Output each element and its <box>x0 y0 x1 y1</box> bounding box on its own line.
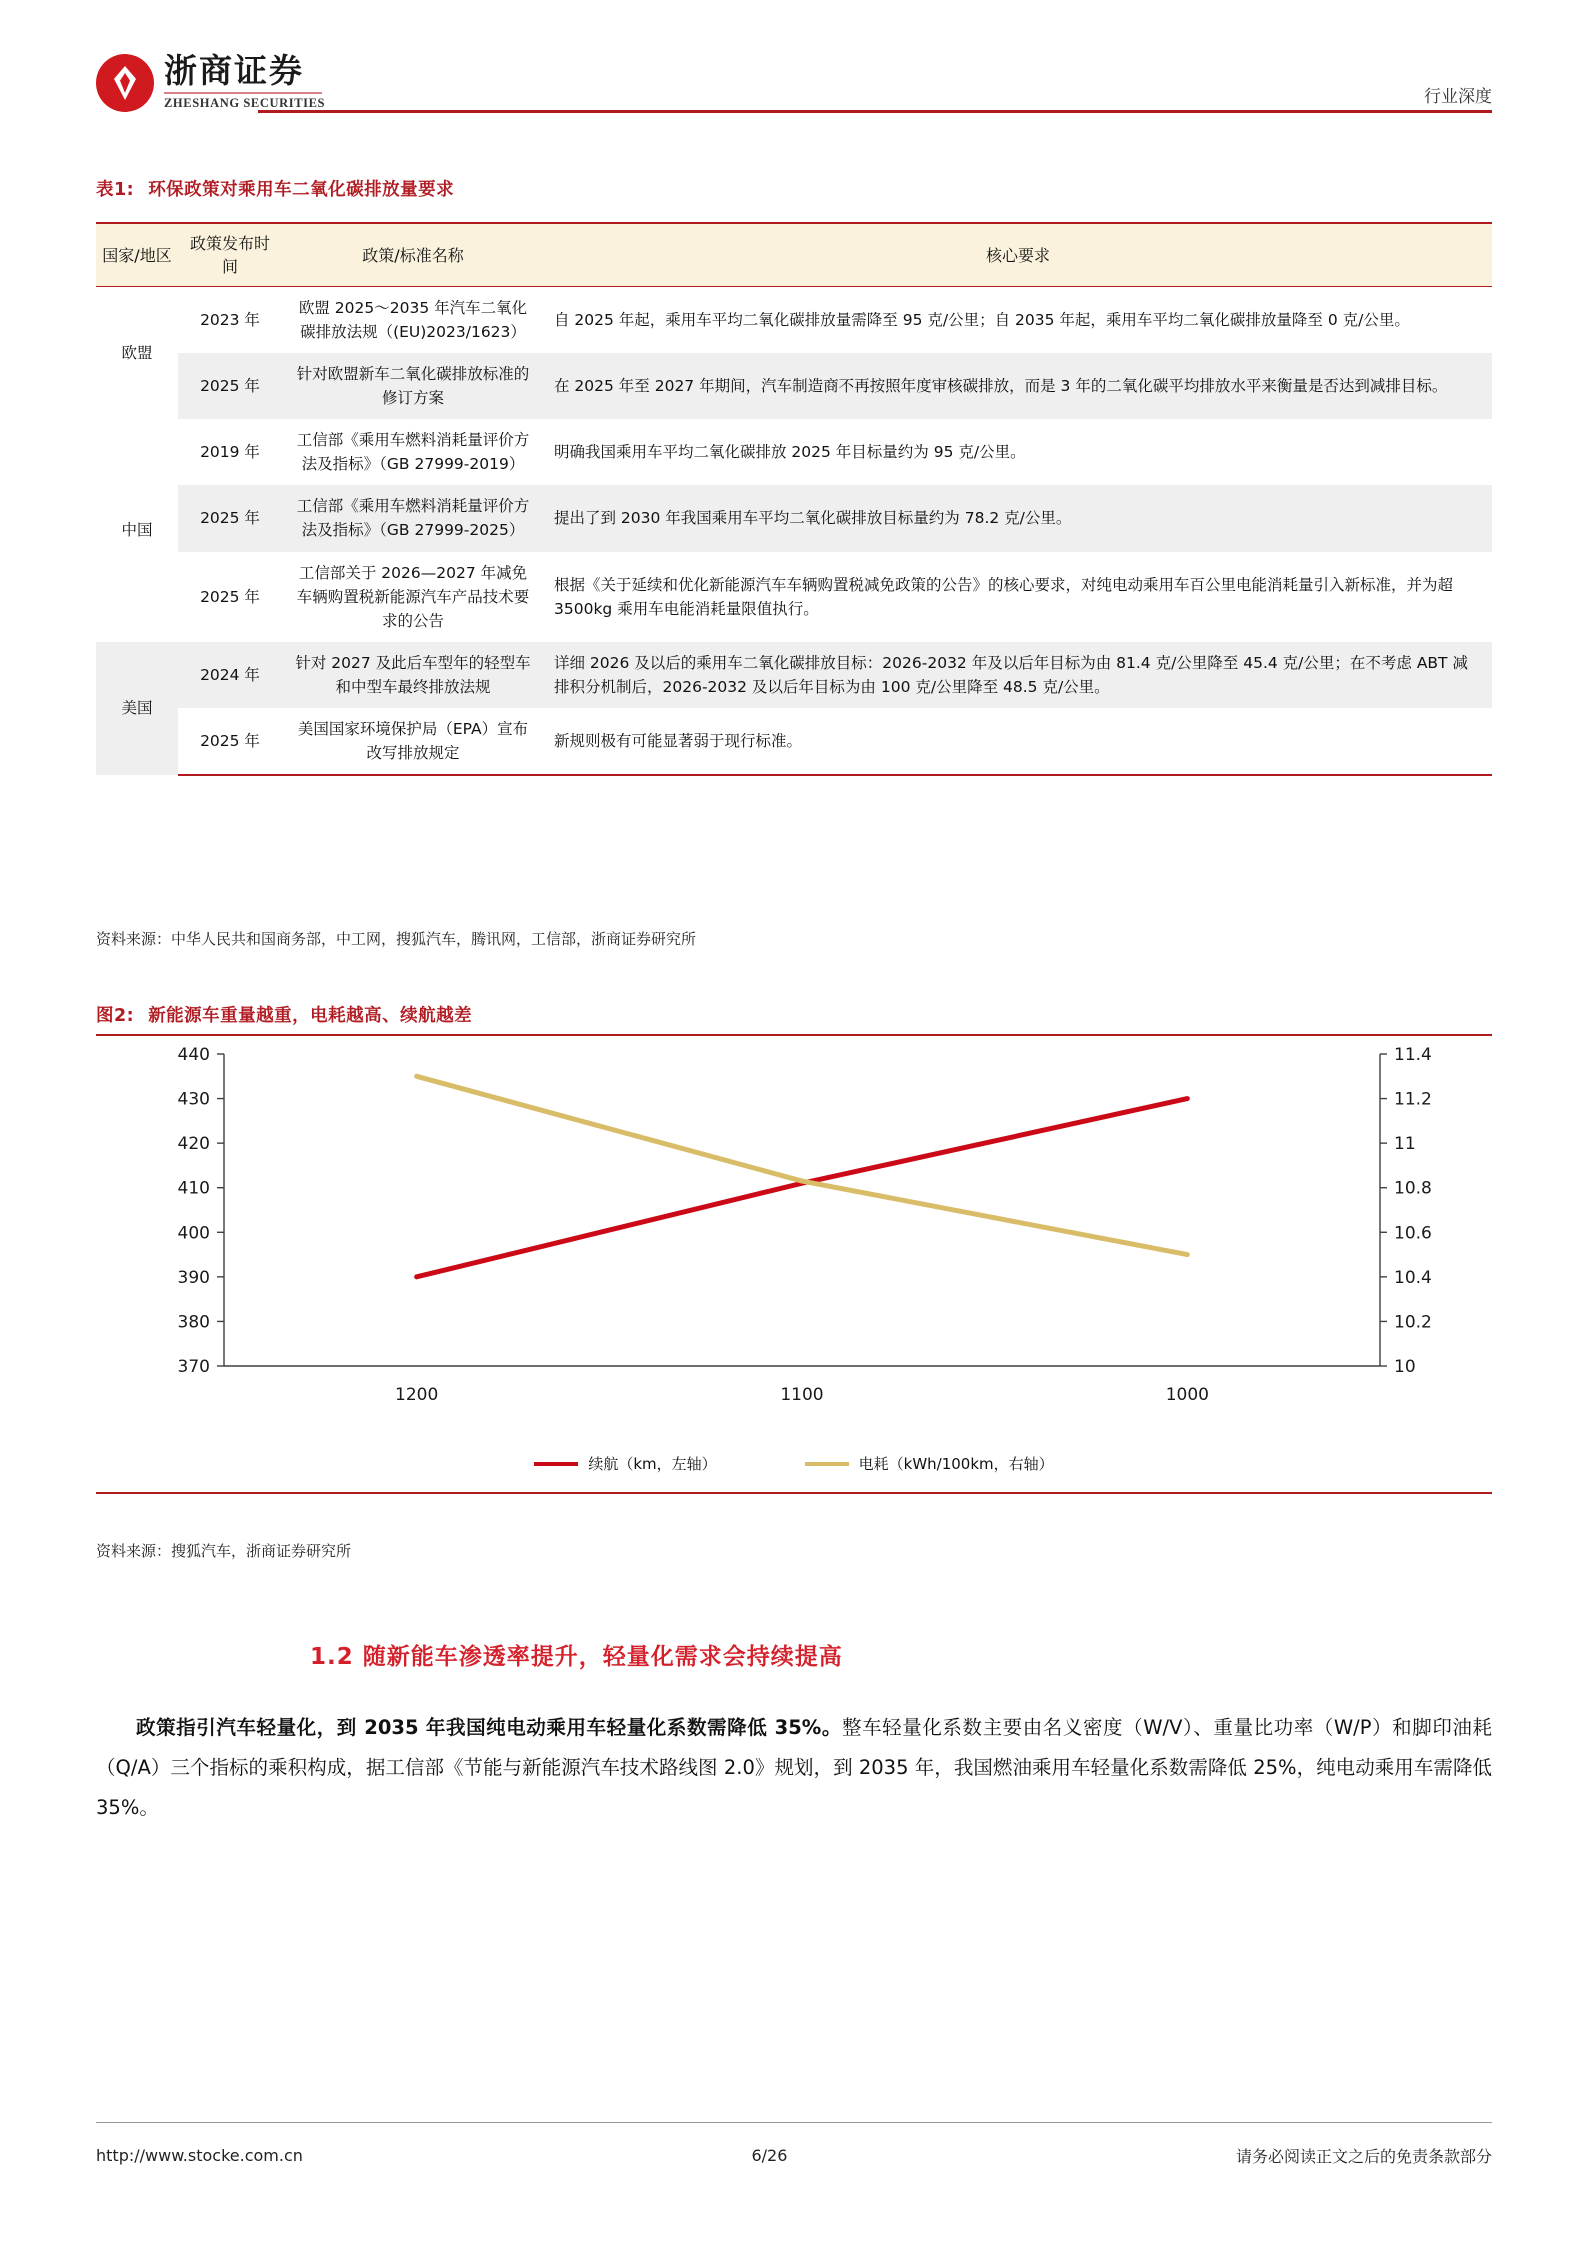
cell-year: 2019 年 <box>200 443 260 462</box>
svg-text:11.2: 11.2 <box>1394 1089 1432 1110</box>
chart-container <box>96 1034 1492 1494</box>
svg-text:11: 11 <box>1394 1134 1416 1155</box>
cell-country: 欧盟 <box>121 344 153 363</box>
table-row <box>96 353 1492 419</box>
table-caption-number: 表1: <box>96 180 135 200</box>
svg-text:11.4: 11.4 <box>1394 1045 1432 1065</box>
legend-item-range <box>534 1453 716 1474</box>
logo-chinese-name: 浙商证券 <box>164 51 304 90</box>
policy-table-head <box>96 223 1492 287</box>
svg-text:1100: 1100 <box>780 1385 824 1405</box>
svg-text:10: 10 <box>1394 1357 1416 1377</box>
svg-text:440: 440 <box>177 1045 210 1065</box>
footer-disclaimer: 请务必阅读正文之后的免责条款部分 <box>1235 2147 1492 2166</box>
legend-label-range: 续航（km，左轴） <box>588 1455 717 1473</box>
legend-item-consumption <box>805 1453 1054 1474</box>
svg-text:420: 420 <box>177 1134 210 1155</box>
table-header-row <box>96 223 1492 287</box>
cell-year: 2025 年 <box>178 708 282 775</box>
cell-requirement: 根据《关于延续和优化新能源汽车车辆购置税减免政策的公告》的核心要求，对纯电动乘用车百公里电能消耗量引入新标准，并为超 3500kg 乘用车电能消耗量限值执行。 <box>554 575 1454 618</box>
legend-swatch-consumption <box>805 1462 849 1466</box>
svg-text:10.8: 10.8 <box>1394 1178 1432 1199</box>
cell-policy: 欧盟 2025～2035 年汽车二氧化碳排放法规（(EU)2023/1623） <box>298 299 528 342</box>
logo-text-block <box>164 52 325 111</box>
cell-policy: 美国国家环境保护局（EPA）宣布改写排放规定 <box>282 708 544 775</box>
cell-policy: 针对欧盟新车二氧化碳排放标准的修订方案 <box>282 353 544 419</box>
svg-text:370: 370 <box>177 1357 210 1377</box>
table-row <box>96 287 1492 354</box>
cell-country: 中国 <box>121 521 153 540</box>
weight-vs-range-chart <box>96 1036 1492 1436</box>
zheshang-logo-icon <box>96 54 154 112</box>
svg-text:430: 430 <box>177 1089 210 1110</box>
cell-year: 2025 年 <box>200 587 260 606</box>
logo-divider <box>164 92 322 94</box>
figure-caption <box>96 1002 472 1027</box>
paragraph-bold-lead: 政策指引汽车轻量化，到 2035 年我国纯电动乘用车轻量化系数需降低 35%。 <box>136 1716 842 1739</box>
column-header-requirement: 核心要求 <box>544 223 1492 287</box>
cell-policy: 工信部关于 2026—2027 年减免车辆购置税新能源汽车产品技术要求的公告 <box>296 563 530 630</box>
cell-requirement: 在 2025 年至 2027 年期间，汽车制造商不再按照年度审核碳排放，而是 3 年的二氧化碳平均排放水平来衡量是否达到减排目标。 <box>544 353 1492 419</box>
column-header-policy: 政策/标准名称 <box>282 223 544 287</box>
svg-text:10.4: 10.4 <box>1394 1267 1432 1288</box>
logo-english-name: ZHESHANG SECURITIES <box>164 96 326 110</box>
table-row <box>96 552 1492 642</box>
svg-text:380: 380 <box>177 1312 210 1333</box>
cell-policy: 工信部《乘用车燃料消耗量评价方法及指标》（GB 27999-2019） <box>296 431 530 474</box>
page-footer <box>96 2144 1492 2167</box>
svg-text:1000: 1000 <box>1165 1385 1209 1405</box>
cell-year: 2024 年 <box>178 642 282 708</box>
header-divider-line <box>258 110 1492 113</box>
figure-caption-number: 图2: <box>96 1006 135 1026</box>
cell-country: 美国 <box>96 642 178 775</box>
legend-swatch-range <box>534 1462 578 1466</box>
cell-requirement: 提出了到 2030 年我国乘用车平均二氧化碳排放目标量约为 78.2 克/公里。 <box>544 485 1492 551</box>
cell-requirement: 明确我国乘用车平均二氧化碳排放 2025 年目标量约为 95 克/公里。 <box>554 443 1026 462</box>
section-paragraph <box>96 1708 1492 1828</box>
chart-inner <box>96 1036 1492 1492</box>
table-caption <box>96 176 454 201</box>
legend-label-consumption: 电耗（kWh/100km，右轴） <box>858 1455 1054 1473</box>
svg-text:390: 390 <box>177 1267 210 1288</box>
policy-table-wrapper <box>96 222 1492 776</box>
policy-table-body <box>96 287 1492 775</box>
cell-year: 2025 年 <box>178 353 282 419</box>
header-report-type: 行业深度 <box>1424 87 1492 107</box>
svg-text:1200: 1200 <box>395 1385 439 1405</box>
svg-text:10.6: 10.6 <box>1394 1223 1432 1244</box>
company-logo <box>96 52 325 112</box>
paragraph-body-text: 整车轻量化系数主要由名义密度（W/V）、重量比功率（W/P）和脚印油耗（Q/A）三个指标的乘积构成，据工信部《节能与新能源汽车技术路线图 2.0》规划，到 2035 年，我国燃油乘用车轻量化系数需降低 25%，纯电动乘用车需降低 35%。 <box>96 1716 1492 1819</box>
section-heading: 1.2 随新能车渗透率提升，轻量化需求会持续提高 <box>310 1644 843 1670</box>
figure-source-note: 资料来源：搜狐汽车，浙商证券研究所 <box>96 1542 352 1560</box>
svg-text:400: 400 <box>177 1223 210 1244</box>
table-row <box>96 708 1492 775</box>
cell-requirement: 自 2025 年起，乘用车平均二氧化碳排放量需降至 95 克/公里；自 2035 年起，乘用车平均二氧化碳排放量降至 0 克/公里。 <box>554 311 1410 330</box>
cell-year: 2025 年 <box>178 485 282 551</box>
footer-divider <box>96 2122 1492 2124</box>
table-source-note: 资料来源：中华人民共和国商务部，中工网，搜狐汽车，腾讯网，工信部，浙商证券研究所 <box>96 930 697 948</box>
column-header-country: 国家/地区 <box>96 223 178 287</box>
footer-page-number: 6/26 <box>751 2146 788 2165</box>
policy-table <box>96 222 1492 776</box>
figure-caption-text: 新能源车重量越重，电耗越高、续航越差 <box>148 1006 473 1026</box>
cell-requirement: 详细 2026 及以后的乘用车二氧化碳排放目标：2026-2032 年及以后年目标为由 81.4 克/公里降至 45.4 克/公里；在不考虑 ABT 减排积分机制后，2026-2032 及以后年目标为由 100 克/公里降至 48.5 克/公里。 <box>544 642 1492 708</box>
column-header-year: 政策发布时间 <box>178 223 282 287</box>
cell-policy: 工信部《乘用车燃料消耗量评价方法及指标》（GB 27999-2025） <box>282 485 544 551</box>
cell-requirement: 新规则极有可能显著弱于现行标准。 <box>544 708 1492 775</box>
footer-url[interactable]: http://www.stocke.com.cn <box>96 2146 303 2165</box>
page-header <box>0 52 1588 124</box>
table-row <box>96 485 1492 551</box>
table-caption-text: 环保政策对乘用车二氧化碳排放量要求 <box>148 180 455 200</box>
cell-policy: 针对 2027 及此后车型年的轻型车和中型车最终排放法规 <box>282 642 544 708</box>
cell-year: 2023 年 <box>200 311 260 330</box>
table-row <box>96 642 1492 708</box>
svg-text:410: 410 <box>177 1178 210 1199</box>
svg-text:10.2: 10.2 <box>1394 1312 1432 1333</box>
chart-legend <box>96 1453 1492 1474</box>
table-row <box>96 419 1492 485</box>
